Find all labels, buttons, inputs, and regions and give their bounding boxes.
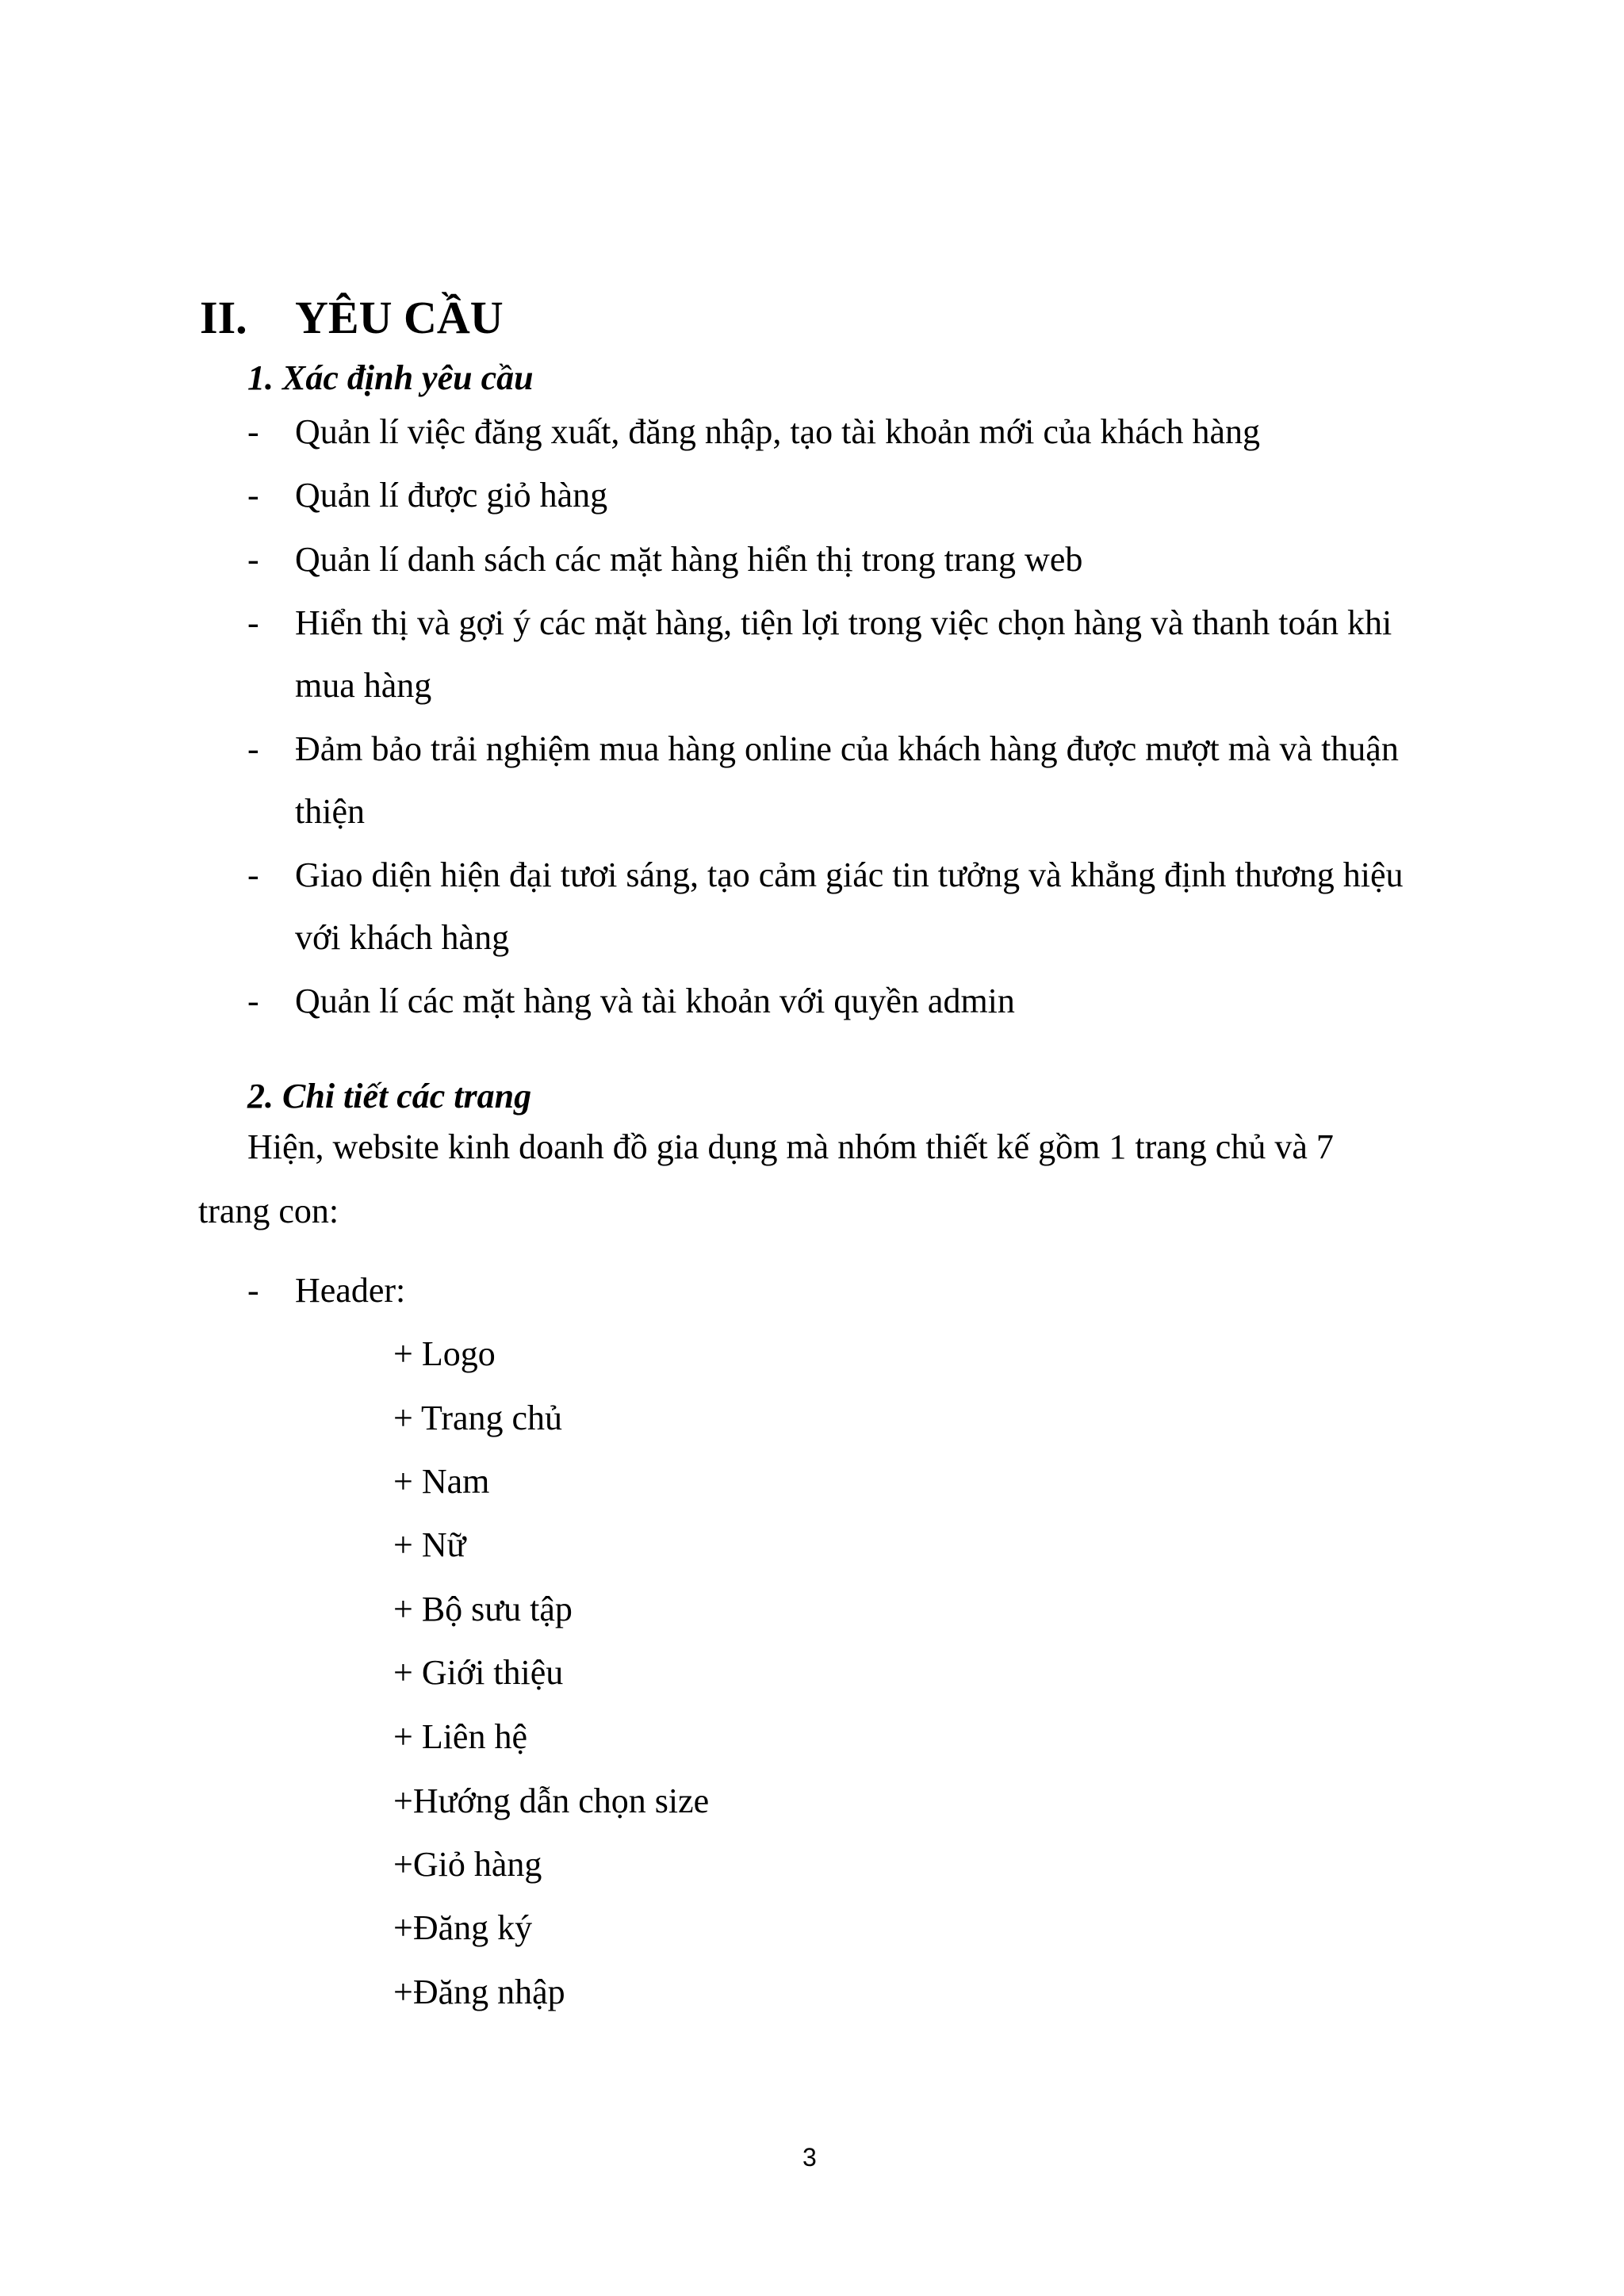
header-item: +Hướng dẫn chọn size xyxy=(393,1781,710,1820)
list-bullet: - xyxy=(247,476,259,515)
list-item: Quản lí danh sách các mặt hàng hiển thị trong trang web xyxy=(295,540,1083,579)
list-bullet: - xyxy=(247,603,259,642)
page-number: 3 xyxy=(802,2143,817,2172)
list-item: Quản lí các mặt hàng và tài khoản với quyền admin xyxy=(295,982,1015,1020)
header-item: + Giới thiệu xyxy=(393,1653,564,1692)
list-item-continuation: với khách hàng xyxy=(295,918,510,957)
header-label: Header: xyxy=(295,1271,406,1310)
section-title: YÊU CẦU xyxy=(295,292,504,343)
header-item: + Trang chủ xyxy=(393,1399,563,1437)
list-bullet: - xyxy=(247,1271,259,1310)
list-bullet: - xyxy=(247,540,259,579)
pages-intro-continuation: trang con: xyxy=(198,1192,339,1230)
header-item: + Logo xyxy=(393,1334,496,1373)
list-item: Quản lí việc đăng xuất, đăng nhập, tạo tài khoản mới của khách hàng xyxy=(295,412,1261,451)
list-item-continuation: mua hàng xyxy=(295,666,432,705)
list-item: Giao diện hiện đại tươi sáng, tạo cảm giác tin tưởng và khẳng định thương hiệu xyxy=(295,855,1404,894)
list-bullet: - xyxy=(247,412,259,451)
section-number: II. xyxy=(200,292,247,343)
header-item: + Nam xyxy=(393,1462,490,1501)
header-item: +Giỏ hàng xyxy=(393,1845,542,1884)
header-item: +Đăng ký xyxy=(393,1908,533,1947)
list-bullet: - xyxy=(247,982,259,1020)
pages-heading: 2. Chi tiết các trang xyxy=(247,1077,532,1115)
header-item: +Đăng nhập xyxy=(393,1973,565,2011)
list-item: Quản lí được giỏ hàng xyxy=(295,476,608,515)
list-bullet: - xyxy=(247,855,259,894)
list-item: Đảm bảo trải nghiệm mua hàng online của khách hàng được mượt mà và thuận xyxy=(295,729,1399,768)
pages-intro: Hiện, website kinh doanh đồ gia dụng mà nhóm thiết kế gồm 1 trang chủ và 7 xyxy=(247,1127,1334,1166)
header-item: + Bộ sưu tập xyxy=(393,1590,573,1628)
list-bullet: - xyxy=(247,729,259,768)
header-item: + Liên hệ xyxy=(393,1717,527,1756)
header-item: + Nữ xyxy=(393,1525,466,1564)
list-item: Hiển thị và gợi ý các mặt hàng, tiện lợi trong việc chọn hàng và thanh toán khi xyxy=(295,603,1392,642)
list-item-continuation: thiện xyxy=(295,792,365,831)
requirements-heading: 1. Xác định yêu cầu xyxy=(247,358,534,397)
